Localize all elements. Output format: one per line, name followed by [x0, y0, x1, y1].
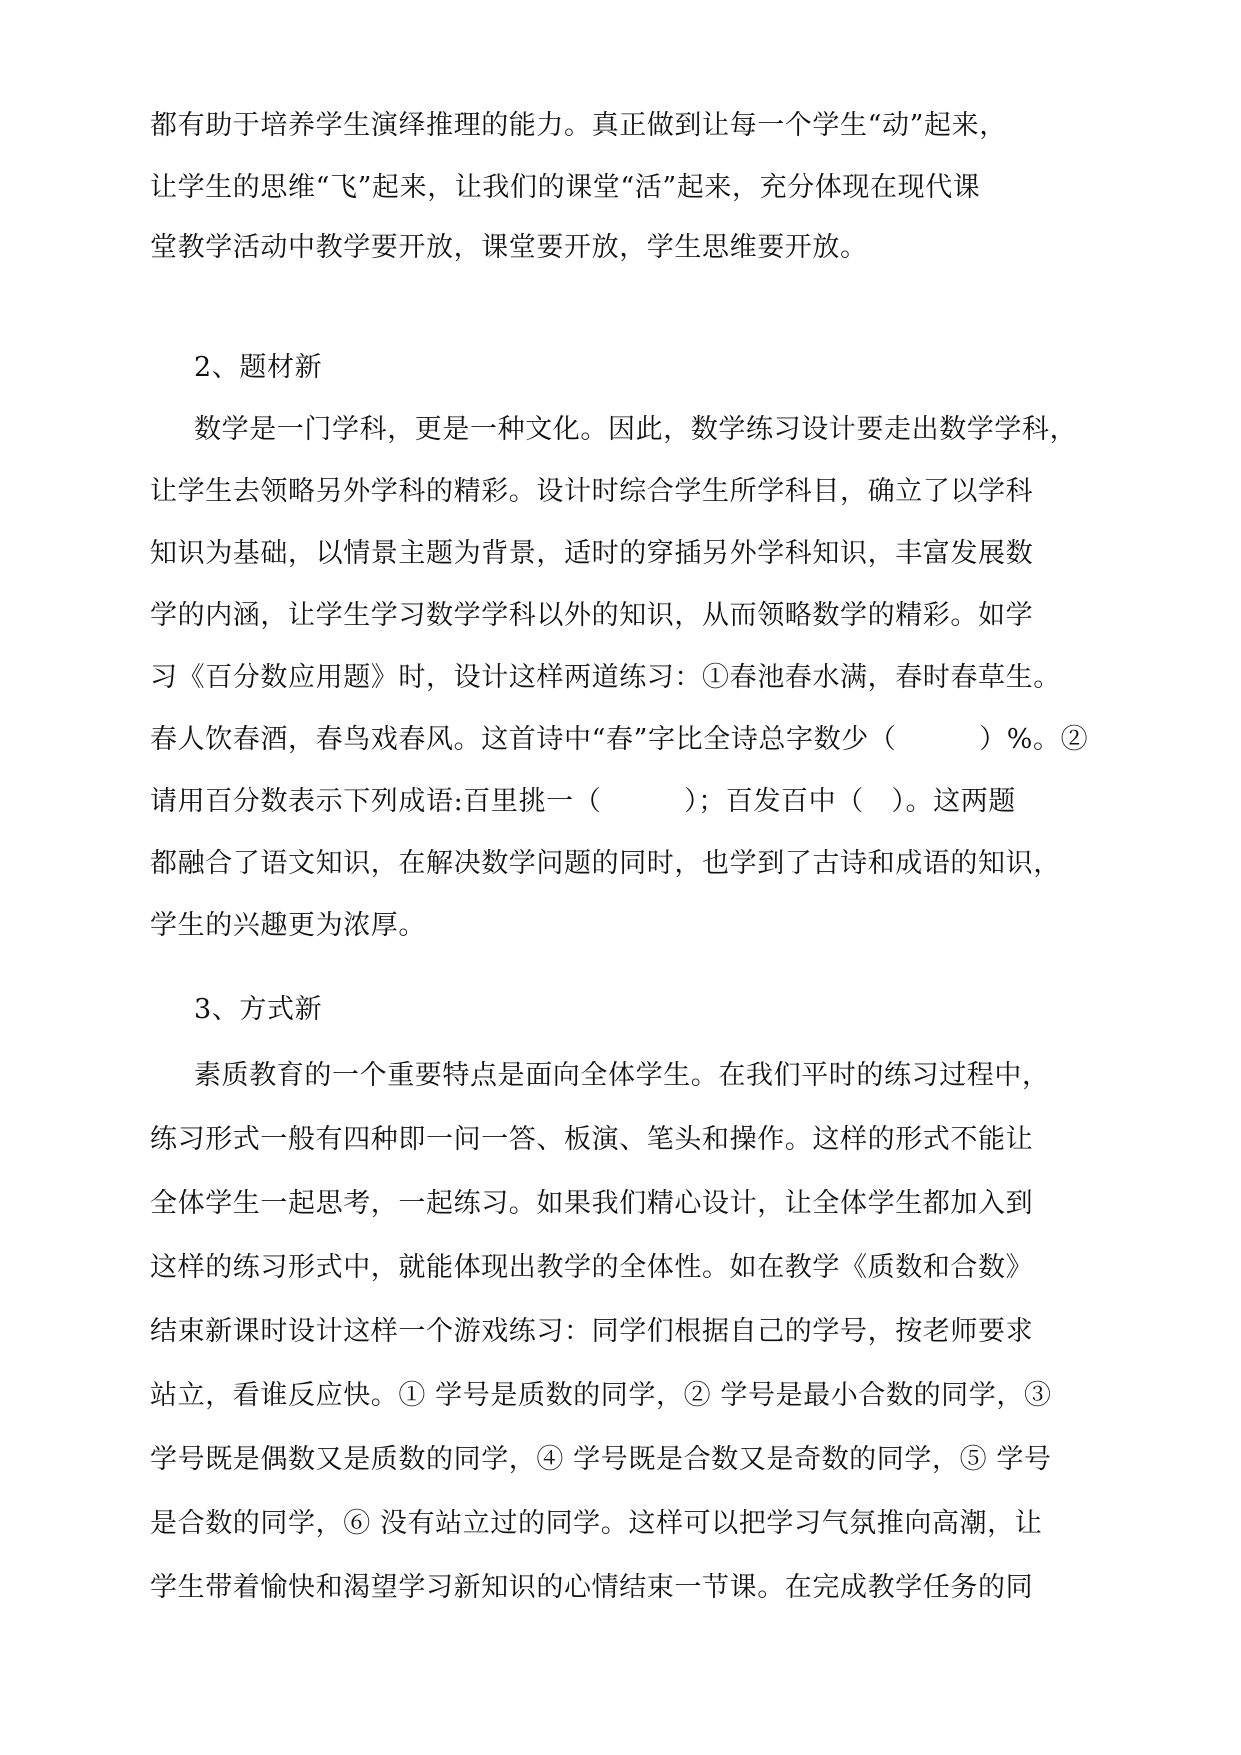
- text-line: 结束新课时设计这样一个游戏练习：同学们根据自己的学号，按老师要求: [150, 1316, 1034, 1347]
- text-line: 是合数的同学，⑥ 没有站立过的同学。这样可以把学习气氛推向高潮，让: [150, 1508, 1043, 1539]
- text-line: 这样的练习形式中，就能体现出教学的全体性。如在教学《质数和合数》: [150, 1252, 1034, 1283]
- section-heading: 2、题材新: [194, 352, 323, 383]
- text-line: 学号既是偶数又是质数的同学，④ 学号既是合数又是奇数的同学，⑤ 学号: [150, 1444, 1052, 1475]
- text-line: 知识为基础，以情景主题为背景，适时的穿插另外学科知识，丰富发展数: [150, 538, 1034, 569]
- text-line: 让学生的思维“飞”起来，让我们的课堂“活”起来，充分体现在现代课: [150, 172, 981, 203]
- text-line: 数学是一门学科，更是一种文化。因此，数学练习设计要走出数学学科，: [194, 414, 1078, 445]
- section-heading: 3、方式新: [194, 994, 323, 1025]
- text-line: 学的内涵，让学生学习数学学科以外的知识，从而领略数学的精彩。如学: [150, 600, 1034, 631]
- text-line: 全体学生一起思考，一起练习。如果我们精心设计，让全体学生都加入到: [150, 1188, 1034, 1219]
- text-line: 请用百分数表示下列成语:百里挑一（ ）；百发百中（ ）。这两题: [150, 786, 1016, 817]
- text-line: 素质教育的一个重要特点是面向全体学生。在我们平时的练习过程中，: [194, 1060, 1050, 1091]
- text-line: 让学生去领略另外学科的精彩。设计时综合学生所学科目，确立了以学科: [150, 476, 1034, 507]
- text-line: 都融合了语文知识，在解决数学问题的同时，也学到了古诗和成语的知识，: [150, 848, 1061, 879]
- text-line: 都有助于培养学生演绎推理的能力。真正做到让每一个学生“动”起来，: [150, 110, 1007, 141]
- text-line: 练习形式一般有四种即一问一答、板演、笔头和操作。这样的形式不能让: [150, 1124, 1034, 1155]
- text-line: 春人饮春酒，春鸟戏春风。这首诗中“春”字比全诗总字数少（ ）%。②: [150, 724, 1089, 755]
- text-line: 堂教学活动中教学要开放，课堂要开放，学生思维要开放。: [150, 232, 868, 263]
- text-line: 站立，看谁反应快。① 学号是质数的同学，② 学号是最小合数的同学，③: [150, 1380, 1052, 1411]
- text-line: 习《百分数应用题》时，设计这样两道练习：①春池春水满，春时春草生。: [150, 662, 1061, 693]
- text-line: 学生带着愉快和渴望学习新知识的心情结束一节课。在完成教学任务的同: [150, 1572, 1034, 1603]
- text-line: 学生的兴趣更为浓厚。: [150, 910, 426, 941]
